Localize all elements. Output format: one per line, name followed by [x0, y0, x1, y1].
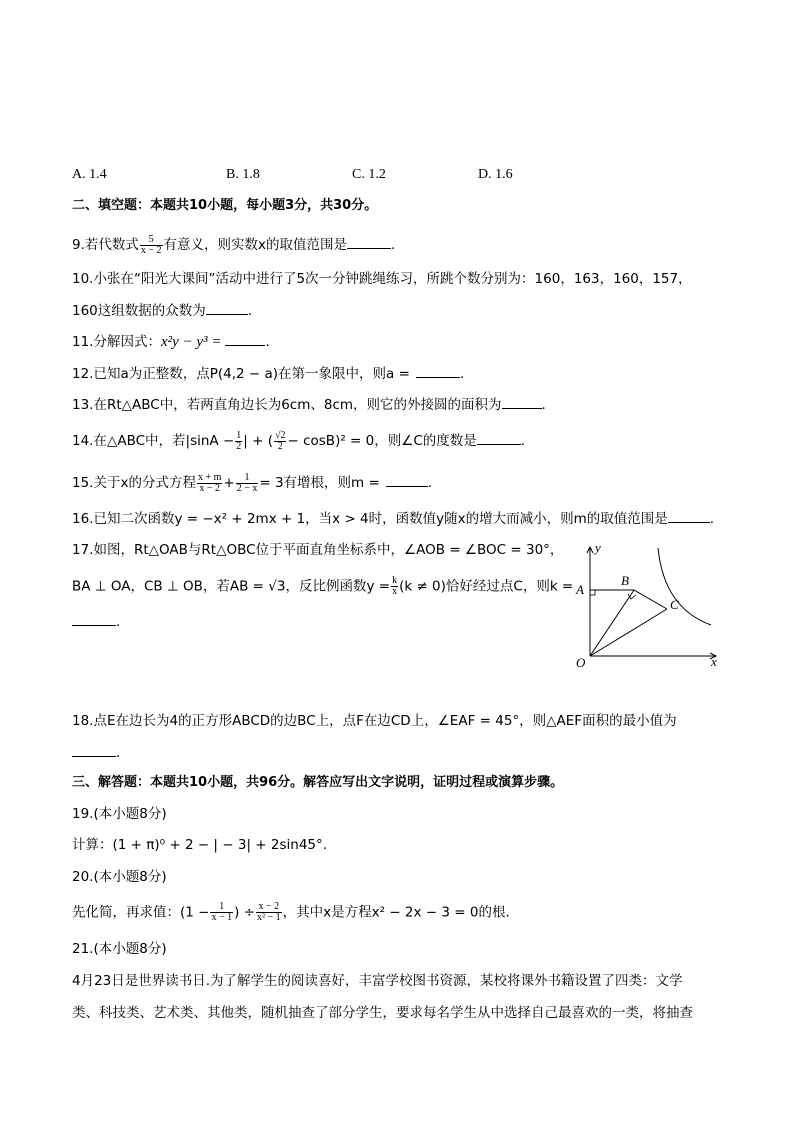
q20-text: ，其中x是方程x² − 2x − 3 = 0的根. — [282, 904, 510, 921]
answer-blank — [347, 234, 391, 249]
label-O: O — [576, 655, 586, 670]
q15-f1-den: x − 2 — [199, 482, 220, 494]
q14-prefix: 14.在△ABC中，若|sinA − — [72, 433, 235, 449]
question-17-line2 — [72, 576, 573, 597]
question-17-line3 — [72, 611, 120, 632]
question-13 — [72, 394, 546, 415]
q15-fraction-1 — [197, 473, 222, 494]
question-10-line1: 10.小张在“阳光大课间”活动中进行了5次一分钟跳绳练习，所跳个数分别为：160，163，160，157， — [72, 271, 692, 287]
q20-mid: ) ÷ — [234, 904, 255, 921]
q20-fraction-1 — [210, 902, 233, 923]
q20-f1-den: x − 1 — [211, 912, 233, 923]
q14-end: . — [520, 433, 526, 449]
q17-line2-prefix: BA ⊥ OA，CB ⊥ OB，若AB = √3，反比例函数y = — [72, 578, 391, 595]
answer-blank — [72, 611, 116, 626]
section2-header: 二、填空题：本题共10小题，每小题3分，共30分。 — [72, 198, 378, 213]
answer-blank — [386, 472, 428, 487]
q14-fraction-2 — [274, 431, 287, 452]
question-20-body — [72, 902, 510, 923]
label-C: C — [670, 597, 679, 612]
q15-prefix: 15.关于x的分式方程 — [72, 475, 196, 491]
q9-end: . — [391, 237, 396, 253]
option-b: B. 1.8 — [226, 167, 260, 182]
q17-k-den: x — [392, 586, 398, 597]
q15-fraction-2 — [236, 473, 259, 494]
question-15 — [72, 472, 432, 494]
question-21-line1: 4月23日是世界读书日.为了解学生的阅读喜好，丰富学校图书资源，某校将课外书籍设置了四类：文学 — [72, 973, 683, 989]
q15-text: = 3有增根，则m = — [259, 475, 380, 491]
label-x: x — [711, 654, 717, 669]
q13-text: 13.在Rt△ABC中，若两直角边长为6cm、8cm，则它的外接圆的面积为 — [72, 397, 502, 413]
answer-blank — [416, 363, 460, 378]
question-11 — [72, 331, 270, 352]
q18-end: . — [116, 745, 121, 761]
segment-OB — [590, 590, 634, 656]
question-9 — [72, 234, 395, 256]
answer-blank — [72, 742, 116, 757]
answer-blank — [225, 331, 265, 346]
label-B: B — [621, 573, 629, 588]
q20-fraction-2 — [256, 902, 282, 923]
q13-end: . — [541, 397, 546, 413]
question-20-title: 20.(本小题8分) — [72, 869, 167, 885]
q20-f2-num: x − 2 — [256, 902, 282, 913]
q14-f2-num: √2 — [274, 429, 286, 441]
label-A: A — [576, 582, 584, 597]
q11-prefix: 11.分解因式： — [72, 334, 161, 350]
right-angle-mark-A — [590, 590, 595, 595]
q14-f1-den: 2 — [236, 440, 242, 452]
question-14 — [72, 430, 525, 452]
q15-f2-den: 2 − x — [236, 482, 258, 494]
q9-frac-num: 5 — [140, 235, 163, 246]
answer-blank — [502, 394, 542, 409]
q10-text: 160这组数据的众数为 — [72, 303, 206, 319]
section3-header: 三、解答题：本题共10小题，共96分。解答应写出文字说明，证明过程或演算步骤。 — [72, 775, 564, 790]
q16-text: 16.已知二次函数y = −x² + 2mx + 1，当x > 4时，函数值y随x的增大而减小，则m的取值范围是 — [72, 511, 668, 527]
q10-end: . — [247, 303, 253, 319]
segment-OC — [590, 609, 667, 656]
option-d: D. 1.6 — [478, 167, 513, 182]
q9-fraction — [140, 235, 163, 256]
q14-mid: | + ( — [243, 433, 273, 449]
q20-f2-den: x² − 1 — [256, 912, 281, 923]
question-21-title: 21.(本小题8分) — [72, 941, 167, 957]
question-16 — [72, 508, 714, 529]
segment-BC — [634, 590, 667, 609]
q14-fraction-1 — [235, 431, 242, 452]
q12-text: 12.已知a为正整数，点P(4,2 − a)在第一象限中，则a = — [72, 366, 410, 382]
q16-end: . — [709, 511, 715, 527]
q15-f2-num: 1 — [236, 473, 259, 484]
q15-plus: + — [223, 475, 235, 491]
question-18-line2 — [72, 742, 120, 763]
question-19-title: 19.(本小题8分) — [72, 806, 167, 822]
q20-prefix: 先化简，再求值：(1 − — [72, 904, 210, 921]
hyperbola-curve — [658, 548, 711, 625]
q17-k-num: k — [392, 575, 398, 586]
q11-end: . — [265, 334, 270, 350]
q11-expr: x²y − y³ = — [160, 334, 222, 350]
q12-end: . — [459, 366, 465, 382]
question-17-line1: 17.如图，Rt△OAB与Rt△OBC位于平面直角坐标系中，∠AOB = ∠BOC = 30°， — [72, 542, 564, 558]
q17-line2-text: (k ≠ 0)恰好经过点C，则k = — [399, 578, 574, 595]
answer-blank — [206, 300, 248, 315]
answer-blank — [477, 430, 521, 445]
q14-text: − cosB)² = 0，则∠C的度数是 — [287, 433, 477, 449]
option-c: C. 1.2 — [352, 167, 386, 182]
label-y: y — [595, 540, 601, 555]
q17-end: . — [116, 614, 121, 630]
q17-fraction — [391, 576, 398, 597]
answer-blank — [668, 508, 710, 523]
question-18-line1: 18.点E在边长为4的正方形ABCD的边BC上，点F在边CD上，∠EAF = 45°，则△AEF面积的最小值为 — [72, 713, 677, 729]
question-12 — [72, 363, 464, 384]
question-19-body: 计算：(1 + π)⁰ + 2 − | − 3| + 2sin45°. — [72, 837, 328, 853]
q15-end: . — [427, 475, 433, 491]
question-21-line2: 类、科技类、艺术类、其他类，随机抽查了部分学生，要求每名学生从中选择自己最喜欢的一类，将抽查 — [72, 1005, 693, 1021]
question-10-line2 — [72, 300, 252, 321]
right-angle-mark-B — [628, 594, 636, 599]
q14-f2-den: 2 — [277, 440, 283, 452]
q9-prefix: 9.若代数式 — [72, 237, 139, 253]
q15-f1-num: x + m — [197, 471, 222, 483]
q20-f1-num: 1 — [210, 902, 233, 913]
q9-text: 有意义，则实数x的取值范围是 — [163, 237, 348, 253]
q9-frac-den: x − 2 — [140, 244, 162, 256]
coordinate-figure — [568, 538, 724, 672]
option-a: A. 1.4 — [72, 167, 107, 182]
q14-f1-num: 1 — [236, 429, 242, 441]
